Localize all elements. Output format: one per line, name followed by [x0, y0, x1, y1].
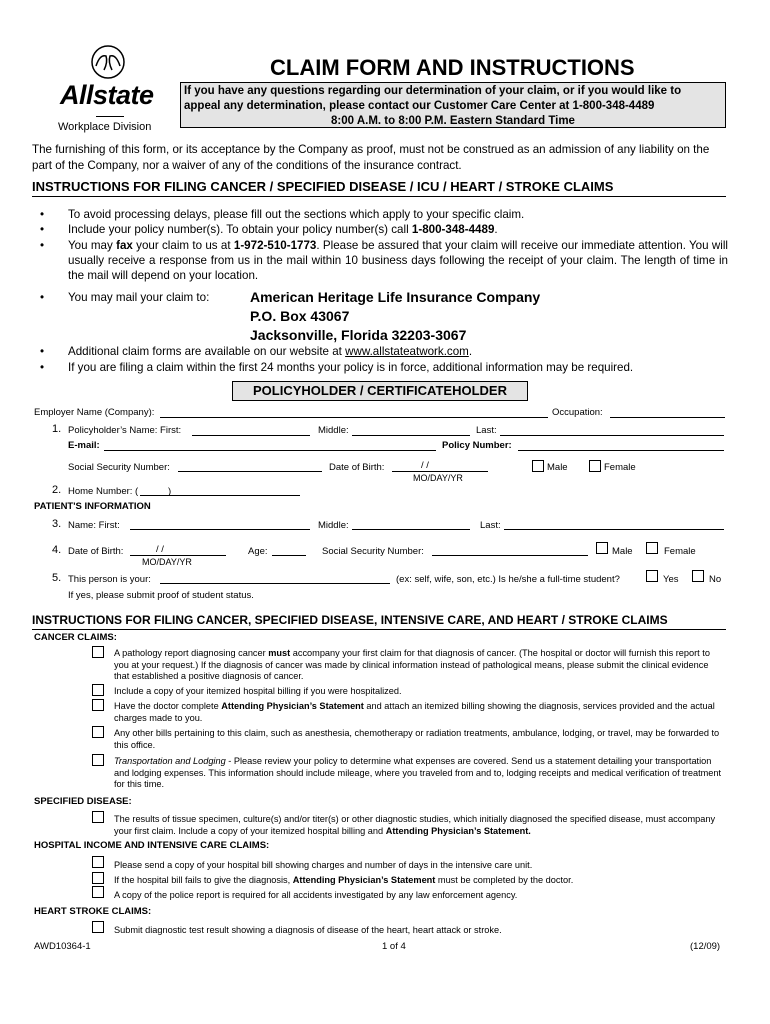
intro-paragraph: The furnishing of this form, or its acceptance by the Company as proof, must not be construed as an admission of any liability on the part of the Company, nor a waiver of any of the conditions of the insurance contract.: [32, 143, 710, 172]
cancer-aps-item: Have the doctor complete Attending Physician’s Statement and attach an itemized billing showing the diagnosis, services provided and the actual charges made to you.: [114, 701, 715, 723]
logo-wordmark: Allstate: [60, 80, 154, 110]
age-field[interactable]: [272, 555, 306, 556]
ssn-label: Social Security Number:: [322, 546, 424, 557]
middle-label: Middle:: [318, 520, 349, 531]
heart-stroke-checkbox[interactable]: [92, 921, 104, 933]
patient-dob-field[interactable]: [130, 555, 226, 556]
police-report-checkbox[interactable]: [92, 886, 104, 898]
dob-separators: / /: [156, 544, 164, 555]
form-date: (12/09): [690, 941, 721, 952]
student-note: If yes, please submit proof of student status.: [68, 590, 254, 601]
bullet-item: • You may fax your claim to us at 1-972-510-1773. Please be assured that your claim will receive our immediate attention. You will usually receive a response from us in the mail within 10 business days following the receipt of your claim. The length of time in the mail will depend on your location.: [40, 239, 728, 282]
yes-label: Yes: [663, 574, 679, 585]
patient-ssn-field[interactable]: [432, 555, 588, 556]
patient-middle-field[interactable]: [352, 529, 470, 530]
policyholder-middle-field[interactable]: [352, 435, 470, 436]
dob-label: Date of Birth:: [329, 462, 385, 473]
female-checkbox[interactable]: [589, 460, 601, 472]
male-checkbox[interactable]: [532, 460, 544, 472]
allstate-hands-logo-icon: [86, 44, 130, 80]
hospital-bill-checkbox[interactable]: [92, 856, 104, 868]
bullet-icon: •: [40, 291, 45, 304]
cancer-aps-checkbox[interactable]: [92, 699, 104, 711]
page-number: 1 of 4: [382, 941, 406, 952]
notice-hours: 8:00 A.M. to 8:00 P.M. Eastern Standard Time: [331, 115, 575, 127]
page-title: CLAIM FORM AND INSTRUCTIONS: [270, 55, 635, 80]
claims-instructions-heading: INSTRUCTIONS FOR FILING CANCER, SPECIFIED DISEASE, INTENSIVE CARE, AND HEART / STROKE CLAIMS: [32, 613, 726, 630]
specified-disease-checkbox[interactable]: [92, 811, 104, 823]
notice-line: appeal any determination, please contact our Customer Care Center at 1-800-348-4489: [184, 100, 655, 112]
logo-division: Workplace Division: [58, 121, 152, 133]
student-yes-checkbox[interactable]: [646, 570, 658, 582]
relationship-label: This person is your:: [68, 574, 151, 585]
specified-disease-heading: SPECIFIED DISEASE:: [34, 796, 132, 807]
ssn-field[interactable]: [178, 471, 322, 472]
customer-care-notice: [180, 82, 726, 128]
policyholder-section-bar: POLICYHOLDER / CERTIFICATEHOLDER: [232, 381, 528, 401]
patient-info-heading: PATIENT'S INFORMATION: [34, 501, 151, 512]
female-label: Female: [664, 546, 696, 557]
ssn-label: Social Security Number:: [68, 462, 170, 473]
email-label: E-mail:: [68, 440, 100, 451]
employer-field[interactable]: [160, 417, 548, 418]
employer-label: Employer Name (Company):: [34, 407, 155, 418]
transport-lodging-item: Transportation and Lodging - Please review your policy to determine what expenses are covered. Send us a statement detailing your transportation and lodging expenses. This information should include mileage, where you traveled from and to, lodging receipts and medical verification of treatment for this time.: [114, 756, 722, 789]
bullet-icon: •: [40, 208, 45, 221]
middle-label: Middle:: [318, 425, 349, 436]
bullet-item: • If you are filing a claim within the first 24 months your policy is in force, additional information may be required.: [40, 361, 634, 374]
policy-number-field[interactable]: [518, 450, 724, 451]
item-number: 4.: [52, 544, 62, 556]
bullet-item: • Include your policy number(s). To obtain your policy number(s) call 1-800-348-4489.: [40, 223, 498, 236]
policyholder-first-label: Policyholder’s Name: First:: [68, 425, 182, 436]
hospital-bill-item: Please send a copy of your hospital bill showing charges and number of days in the intensive care unit.: [114, 860, 533, 870]
patient-male-checkbox[interactable]: [596, 542, 608, 554]
patient-first-field[interactable]: [130, 529, 310, 530]
bullet-item: • To avoid processing delays, please fill out the sections which apply to your specific claim.: [40, 208, 525, 221]
cancer-pathology-item: A pathology report diagnosing cancer must accompany your first claim for that diagnosis of cancer. (The hospital or doctor will furnish this report to you at your request.) If the diagnosis of cancer was made by clinical information instead of pathological means, please submit the clinical evidence that established a positive diagnosis of cancer.: [114, 648, 710, 681]
specified-disease-item: The results of tissue specimen, culture(s) and/or titer(s) or other diagnostic studies, which initially diagnosed the specified disease, must accompany your first claim. Include a copy of your itemized hospital billing and Attending Physician’s Statement.: [114, 814, 716, 836]
hospital-aps-item: If the hospital bill fails to give the diagnosis, Attending Physician’s Statement must be completed by the doctor.: [114, 875, 574, 885]
dob-format: MO/DAY/YR: [413, 473, 463, 483]
logo-divider: [96, 116, 124, 117]
mailing-address: American Heritage Life Insurance Company P.O. Box 43067 Jacksonville, Florida 32203-3067: [250, 289, 541, 343]
form-id: AWD10364-1: [34, 941, 91, 952]
patient-female-checkbox[interactable]: [646, 542, 658, 554]
bullet-icon: •: [40, 361, 45, 374]
occupation-field[interactable]: [610, 417, 725, 418]
hospital-income-heading: HOSPITAL INCOME AND INTENSIVE CARE CLAIMS:: [34, 840, 270, 851]
male-label: Male: [612, 546, 633, 557]
cancer-other-bills-checkbox[interactable]: [92, 726, 104, 738]
patient-last-field[interactable]: [504, 529, 724, 530]
home-number-label: Home Number: (: [68, 486, 139, 497]
age-label: Age:: [248, 546, 268, 557]
home-number-field[interactable]: [140, 495, 300, 496]
female-label: Female: [604, 462, 636, 473]
bullet-icon: •: [40, 239, 45, 252]
bullet-icon: •: [40, 345, 45, 358]
bullet-item: • You may mail your claim to:: [40, 291, 210, 304]
cancer-billing-item: Include a copy of your itemized hospital billing if you were hospitalized.: [114, 686, 402, 696]
no-label: No: [709, 574, 722, 585]
relationship-field[interactable]: [160, 583, 390, 584]
patient-dob-label: Date of Birth:: [68, 546, 124, 557]
cancer-other-bills-item: Any other bills pertaining to this claim, such as anesthesia, chemotherapy or radiation treatments, ambulance, lodging, or travel, may be forwarded to this office.: [114, 728, 720, 750]
hospital-aps-checkbox[interactable]: [92, 872, 104, 884]
item-number: 1.: [52, 423, 62, 435]
patient-first-label: Name: First:: [68, 520, 120, 531]
instructions-heading: INSTRUCTIONS FOR FILING CANCER / SPECIFIED DISEASE / ICU / HEART / STROKE CLAIMS: [32, 179, 726, 197]
occupation-label: Occupation:: [552, 407, 603, 418]
dob-format: MO/DAY/YR: [142, 557, 192, 567]
website-link[interactable]: www.allstateatwork.com: [345, 345, 469, 358]
student-question: (ex: self, wife, son, etc.) Is he/she a full-time student?: [396, 574, 620, 585]
item-number: 3.: [52, 518, 62, 530]
last-label: Last:: [476, 425, 497, 436]
dob-field[interactable]: [392, 471, 488, 472]
policyholder-first-field[interactable]: [192, 435, 310, 436]
bullet-item: • Additional claim forms are available on our website at www.allstateatwork.com.: [40, 345, 473, 358]
student-no-checkbox[interactable]: [692, 570, 704, 582]
dob-separators: / /: [421, 460, 429, 471]
policy-number-label: Policy Number:: [442, 440, 512, 451]
item-number: 2.: [52, 484, 62, 496]
police-report-item: A copy of the police report is required for all accidents investigated by any law enforcement agency.: [114, 890, 518, 900]
item-number: 5.: [52, 572, 62, 584]
policyholder-last-field[interactable]: [500, 435, 724, 436]
bullet-icon: •: [40, 223, 45, 236]
email-field[interactable]: [104, 450, 436, 451]
heart-stroke-item: Submit diagnostic test result showing a diagnosis of disease of the heart, heart attack or stroke.: [114, 925, 502, 935]
cancer-pathology-checkbox[interactable]: [92, 646, 104, 658]
heart-stroke-heading: HEART STROKE CLAIMS:: [34, 906, 152, 917]
last-label: Last:: [480, 520, 501, 531]
cancer-billing-checkbox[interactable]: [92, 684, 104, 696]
home-number-paren: ): [168, 486, 172, 497]
male-label: Male: [547, 462, 568, 473]
transport-lodging-checkbox[interactable]: [92, 754, 104, 766]
notice-line: If you have any questions regarding our determination of your claim, or if you would like to: [184, 85, 682, 97]
cancer-claims-heading: CANCER CLAIMS:: [34, 632, 117, 643]
